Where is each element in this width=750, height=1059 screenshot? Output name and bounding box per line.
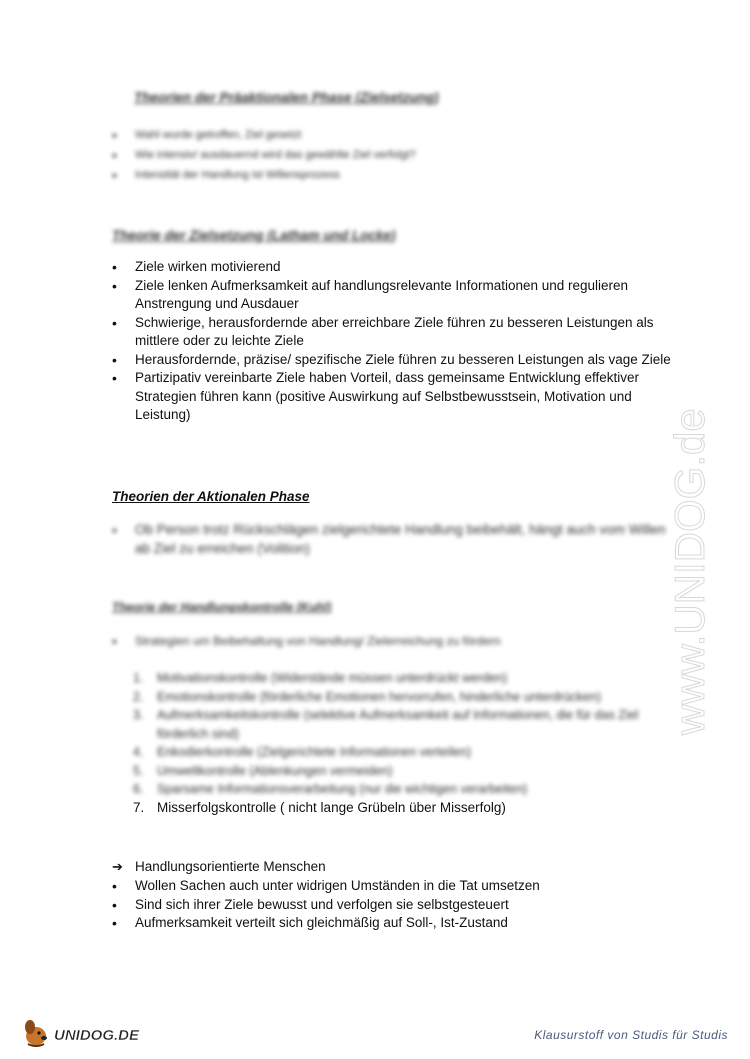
- list-item: • Ziele lenken Aufmerksamkeit auf handlungsrelevante Informationen und regulieren Anstrengung und Ausdauer: [112, 277, 672, 314]
- list-item: • Sind sich ihrer Ziele bewusst und verfolgen sie selbstgesteuert: [112, 896, 672, 915]
- list-item: 3. Aufmerksamkeitskontrolle (selektive Aufmerksamkeit auf Informationen, die für das Ziel förderlich sind): [133, 708, 639, 741]
- list-item: • Wollen Sachen auch unter widrigen Umständen in die Tat umsetzen: [112, 877, 672, 896]
- dog-icon: [25, 1020, 47, 1046]
- list-item: • Wie intensiv/ ausdauernd wird das gewählte Ziel verfolgt?: [112, 145, 672, 165]
- section-heading-zielsetzung: Theorie der Zielsetzung (Latham und Locke): [112, 228, 396, 243]
- list-item: 7. Misserfolgskontrolle ( nicht lange Grübeln über Misserfolg): [133, 799, 506, 815]
- footer-tagline: Klausurstoff von Studis für Studis: [534, 1028, 728, 1042]
- svg-text:www.UNIDOG.de: www.UNIDOG.de: [666, 408, 713, 735]
- list-item: 5. Umweltkontrolle (Ablenkungen vermeiden): [133, 763, 393, 778]
- list-item: 2. Emotionskontrolle (förderliche Emotionen hervorrufen, hinderliche unterdrücken): [133, 689, 601, 704]
- watermark: [632, 270, 732, 740]
- list-item: • Herausfordernde, präzise/ spezifische Ziele führen zu besseren Leistungen als vage Ziele: [112, 351, 672, 370]
- list-item: • Aufmerksamkeit verteilt sich gleichmäßig auf Soll-, Ist-Zustand: [112, 914, 672, 933]
- list-item: ➔ Handlungsorientierte Menschen: [112, 858, 672, 877]
- list-item: • Intensität der Handlung ist Willensprozess: [112, 165, 672, 185]
- arrow-right-icon: ➔: [112, 859, 123, 874]
- section-heading-handlungskontrolle: Theorie der Handlungskontrolle (Kuhl): [112, 600, 332, 614]
- section-heading-aktional: Theorien der Aktionalen Phase: [112, 489, 310, 504]
- list-handlungsorientiert: [112, 858, 672, 877]
- list-zielsetzung: [112, 258, 672, 425]
- list-item: • Ob Person trotz Rückschlägen zielgerichtete Handlung beibehält, hängt auch vom Willen ab Ziel zu erreichen (Volition): [112, 521, 672, 558]
- list-item: 6. Sparsame Informationsverarbeitung (nur die wichtigen verarbeiten): [133, 782, 528, 796]
- list-item: • Wahl wurde getroffen, Ziel gesetzt: [112, 125, 672, 145]
- list-handlungskontrolle: [112, 632, 672, 651]
- list-item: • Partizipativ vereinbarte Ziele haben Vorteil, dass gemeinsame Entwicklung effektiver Strategien führen kann (positive Auswirkung auf Selbstbewusstsein, Motivation und Leistung): [112, 369, 672, 425]
- list-praeaktional: [112, 125, 672, 185]
- unidog-logo: [20, 1016, 160, 1048]
- list-item: 4. Enkodierkontrolle (Zielgerichtete Informationen verteilen): [133, 745, 472, 759]
- list-item: • Ziele wirken motivierend: [112, 258, 672, 277]
- numbered-list-kontrollen: [133, 669, 673, 817]
- list-aktional: [112, 521, 672, 558]
- list-item: • Strategien um Beibehaltung von Handlung/ Zielerreichung zu fördern: [112, 632, 672, 651]
- svg-text:UNIDOG.DE: UNIDOG.DE: [54, 1027, 140, 1044]
- section-heading-praeaktional: Theorien der Präaktionalen Phase (Zielsetzung): [134, 90, 439, 105]
- list-handlungsorientiert-bullets: [112, 877, 672, 933]
- list-item: • Schwierige, herausfordernde aber erreichbare Ziele führen zu besseren Leistungen als mittlere oder zu leichte Ziele: [112, 314, 672, 351]
- list-item: 1. Motivationskontrolle (Widerstände müssen unterdrückt werden): [133, 671, 508, 685]
